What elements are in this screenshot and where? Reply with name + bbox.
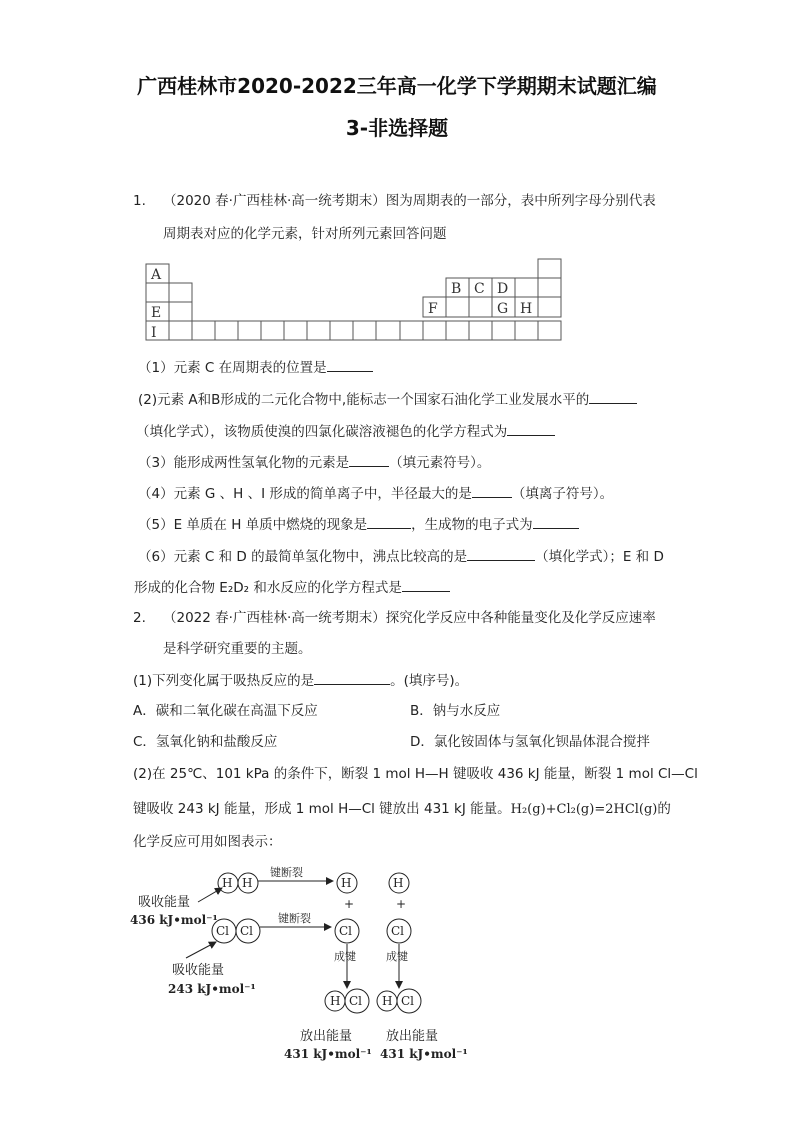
answer-blank[interactable] xyxy=(472,483,512,498)
table-cell xyxy=(169,321,192,340)
svg-text:436 kJ•mol⁻¹: 436 kJ•mol⁻¹ xyxy=(130,913,218,927)
q2-part2-line1: (2)在 25℃、101 kPa 的条件下，断裂 1 mol H—H 键吸收 436 kJ 能量，断裂 1 mol Cl—Cl xyxy=(133,766,698,782)
answer-blank[interactable] xyxy=(367,514,411,529)
cell-H: H xyxy=(520,301,533,317)
svg-text:键断裂: 键断裂 xyxy=(278,912,311,925)
reaction-equation: H₂(g)+Cl₂(g)=2HCl(g) xyxy=(510,802,658,817)
q2-stem-line1: （2022 春·广西桂林·高一统考期末）探究化学反应中各种能量变化及化学反应速率 xyxy=(163,610,656,626)
svg-text:Cl: Cl xyxy=(240,924,254,938)
q1-part2-line2: （填化学式），该物质使溴的四氯化碳溶液褪色的化学方程式为 xyxy=(136,421,555,442)
page-title-line1: 广西桂林市2020-2022三年高一化学下学期期末试题汇编 xyxy=(137,74,657,98)
table-cell xyxy=(192,321,215,340)
svg-text:Cl: Cl xyxy=(349,994,363,1008)
q1-part5: （5）E 单质在 H 单质中燃烧的现象是 ，生成物的电子式为 xyxy=(138,514,579,535)
svg-text:431 kJ•mol⁻¹: 431 kJ•mol⁻¹ xyxy=(380,1047,468,1061)
answer-blank[interactable] xyxy=(589,389,637,404)
svg-text:+: + xyxy=(396,897,407,911)
table-cell xyxy=(400,321,423,340)
q1-number: 1. xyxy=(133,193,146,209)
q1-stem-line2: 周期表对应的化学元素，针对所列元素回答问题 xyxy=(163,226,447,242)
svg-text:+: + xyxy=(344,897,355,911)
answer-blank[interactable] xyxy=(349,452,389,467)
q2-part2-line2: 键吸收 243 kJ 能量，形成 1 mol H—Cl 键放出 431 kJ 能量。H₂(g)+Cl₂(g)=2HCl(g)的 xyxy=(133,801,671,817)
cell-E: E xyxy=(151,305,162,321)
answer-blank[interactable] xyxy=(402,577,450,592)
answer-blank[interactable] xyxy=(507,421,555,436)
svg-text:H: H xyxy=(330,994,341,1008)
cell-I: I xyxy=(151,325,157,341)
table-cell xyxy=(215,321,238,340)
table-cell xyxy=(238,321,261,340)
table-cell xyxy=(446,321,469,340)
svg-text:Cl: Cl xyxy=(391,924,405,938)
q2-option-b: B．钠与水反应 xyxy=(410,703,501,719)
q2-option-c: C．氢氧化钠和盐酸反应 xyxy=(133,734,278,750)
page-title-line2: 3-非选择题 xyxy=(345,116,449,140)
table-cell xyxy=(353,321,376,340)
answer-blank[interactable] xyxy=(327,357,373,372)
svg-text:Cl: Cl xyxy=(339,924,353,938)
cell-D: D xyxy=(497,281,509,297)
svg-text:431 kJ•mol⁻¹: 431 kJ•mol⁻¹ xyxy=(284,1047,372,1061)
q2-option-d: D．氯化铵固体与氢氧化钡晶体混合搅拌 xyxy=(410,734,650,750)
table-cell xyxy=(538,321,561,340)
answer-blank[interactable] xyxy=(314,670,390,685)
table-cell xyxy=(261,321,284,340)
q2-part1: (1)下列变化属于吸热反应的是 。(填序号)。 xyxy=(133,670,468,691)
svg-text:H: H xyxy=(382,994,393,1008)
periodic-table-fragment xyxy=(145,258,565,342)
answer-blank[interactable] xyxy=(467,546,535,561)
q2-part2-line3: 化学反应可用如图表示： xyxy=(133,834,282,850)
svg-text:H: H xyxy=(341,876,352,890)
svg-text:键断裂: 键断裂 xyxy=(270,866,303,879)
svg-text:Cl: Cl xyxy=(401,994,415,1008)
svg-text:H: H xyxy=(242,876,253,890)
svg-text:Cl: Cl xyxy=(216,924,230,938)
table-cell xyxy=(284,321,307,340)
svg-text:成键: 成键 xyxy=(334,950,356,963)
svg-text:吸收能量: 吸收能量 xyxy=(138,895,191,910)
q2-stem-line2: 是科学研究重要的主题。 xyxy=(163,641,312,657)
table-cell xyxy=(469,321,492,340)
q1-stem-line1: （2020 春·广西桂林·高一统考期末）图为周期表的一部分，表中所列字母分别代表 xyxy=(163,193,656,209)
table-cell xyxy=(492,321,515,340)
svg-text:放出能量: 放出能量 xyxy=(386,1029,439,1044)
q1-part3: （3）能形成两性氢氧化物的元素是 （填元素符号）。 xyxy=(138,452,490,473)
cell-C: C xyxy=(474,281,485,297)
table-cell xyxy=(330,321,353,340)
svg-text:放出能量: 放出能量 xyxy=(300,1029,353,1044)
table-cell xyxy=(515,321,538,340)
svg-text:H: H xyxy=(222,876,233,890)
q1-part6-line1: （6）元素 C 和 D 的最简单氢化物中，沸点比较高的是 （填化学式）；E 和 D xyxy=(138,546,664,567)
q1-part1: （1）元素 C 在周期表的位置是 xyxy=(138,357,373,378)
table-cell xyxy=(307,321,330,340)
svg-text:H: H xyxy=(393,876,404,890)
q2-option-a: A．碳和二氧化碳在高温下反应 xyxy=(133,703,318,719)
q2-number: 2. xyxy=(133,610,146,626)
table-cell xyxy=(376,321,400,340)
q1-part2-line1: (2)元素 A和B形成的二元化合物中,能标志一个国家石油化学工业发展水平的 xyxy=(138,389,637,410)
cell-B: B xyxy=(451,281,462,297)
svg-text:吸收能量: 吸收能量 xyxy=(172,963,225,978)
svg-text:成键: 成键 xyxy=(386,950,408,963)
bond-energy-diagram xyxy=(128,864,468,1064)
table-cell xyxy=(146,321,169,340)
table-cell xyxy=(423,321,446,340)
cell-F: F xyxy=(428,301,438,317)
cell-G: G xyxy=(497,301,509,317)
q1-part6-line2: 形成的化合物 E₂D₂ 和水反应的化学方程式是 xyxy=(134,577,450,598)
answer-blank[interactable] xyxy=(533,514,579,529)
q1-part4: （4）元素 G 、H 、I 形成的简单离子中，半径最大的是 （填离子符号）。 xyxy=(138,483,613,504)
svg-text:243 kJ•mol⁻¹: 243 kJ•mol⁻¹ xyxy=(168,982,256,996)
cell-A: A xyxy=(151,267,162,283)
